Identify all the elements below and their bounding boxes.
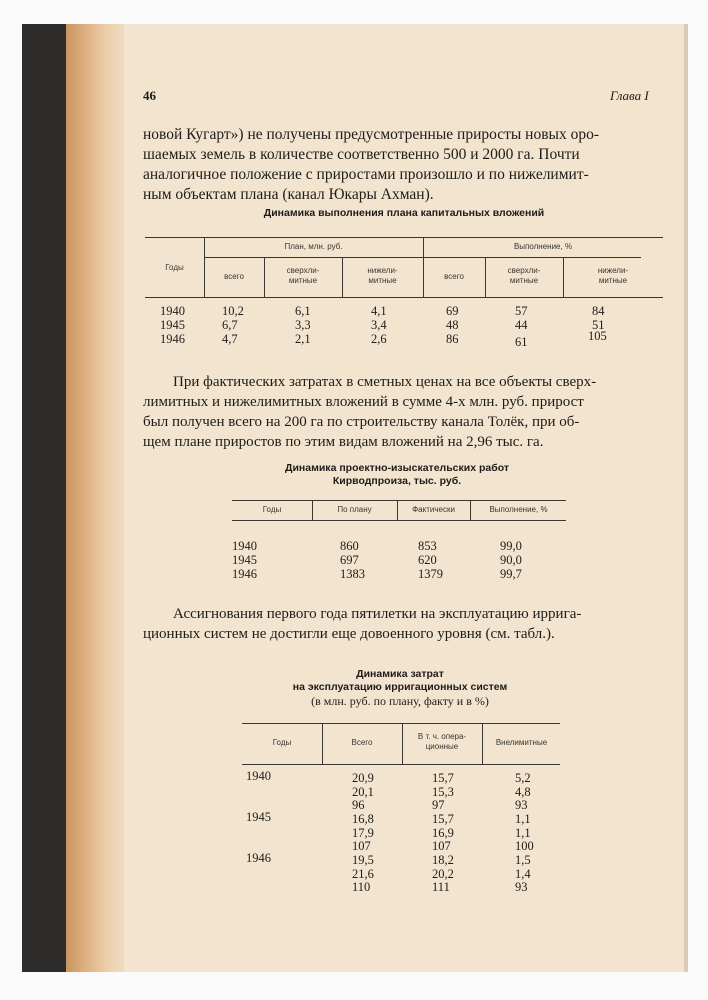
table-cell: 61 — [515, 335, 528, 349]
paragraph-line: При фактических затратах в сметных ценах на все объекты сверх- — [173, 374, 597, 390]
table1-sub-below: нижели- митные — [597, 266, 629, 285]
table-cell: 69 — [446, 304, 459, 318]
table-cell: 18,2 — [432, 853, 454, 867]
table3-header-oper: В т. ч. опера- ционные — [417, 732, 467, 751]
table-cell: 1946 — [246, 851, 271, 865]
table-cell: 48 — [446, 318, 459, 332]
table-cell: 3,4 — [371, 318, 387, 332]
table-cell: 697 — [340, 553, 359, 567]
table-cell: 20,1 — [352, 785, 374, 799]
paragraph-line: новой Кугарт») не получены предусмотренные приросты новых оро- — [143, 126, 600, 143]
table-cell: 1,1 — [515, 826, 531, 840]
table-cell: 10,2 — [222, 304, 244, 318]
table-cell: 96 — [352, 798, 365, 812]
table-cell: 1945 — [232, 553, 257, 567]
table-cell: 6,1 — [295, 304, 311, 318]
table1-header-plan: План, млн. руб. — [284, 242, 343, 251]
table3-header-total: Всего — [351, 738, 373, 747]
table-cell: 100 — [515, 839, 534, 853]
table-cell: 1,4 — [515, 867, 531, 881]
table-cell: 93 — [515, 880, 528, 894]
table-cell: 107 — [352, 839, 371, 853]
table-cell: 6,7 — [222, 318, 238, 332]
table-cell: 2,6 — [371, 332, 387, 346]
table-cell: 84 — [592, 304, 605, 318]
table-cell: 93 — [515, 798, 528, 812]
table-cell: 99,0 — [500, 539, 522, 553]
table-cell: 111 — [432, 880, 450, 894]
table3-header-rule — [242, 764, 560, 765]
table-cell: 1,5 — [515, 853, 531, 867]
table-cell: 1945 — [246, 810, 271, 824]
table-cell: 1940 — [232, 539, 257, 553]
table-cell: 86 — [446, 332, 459, 346]
table-cell: 4,1 — [371, 304, 387, 318]
table-cell: 853 — [418, 539, 437, 553]
paragraph-line: ным объектам плана (канал Юкары Ахман). — [143, 186, 434, 203]
table-cell: 1945 — [160, 318, 185, 332]
table3-header-extra: Внелимитные — [495, 738, 548, 747]
table-cell: 97 — [432, 798, 445, 812]
table-cell: 1940 — [160, 304, 185, 318]
table2-header-rule — [232, 520, 566, 521]
table1-header-rule — [145, 297, 663, 298]
table1-header-exec: Выполнение, % — [513, 242, 573, 251]
table3-top-rule — [242, 723, 560, 724]
table-cell: 15,3 — [432, 785, 454, 799]
table2-header-exec: Выполнение, % — [489, 505, 548, 514]
paragraph-line: был получен всего на 200 га по строительству канала Толёк, при об- — [143, 414, 580, 430]
table-cell: 620 — [418, 553, 437, 567]
table-cell: 16,9 — [432, 826, 454, 840]
table3-caption: Динамика затрат на эксплуатацию ирригационных систем — [292, 668, 508, 693]
table-cell: 44 — [515, 318, 528, 332]
table1-header-years: Годы — [165, 263, 184, 272]
table-cell: 51 — [592, 318, 605, 332]
table3-subcaption: (в млн. руб. по плану, факту и в %) — [311, 694, 489, 708]
paragraph-3 — [143, 604, 665, 644]
table1-sub-above: сверхли- митные — [507, 266, 541, 285]
paragraph-line: ционных систем не достигли еще довоенного уровня (см. табл.). — [143, 626, 555, 642]
paragraph-line: щем плане приростов по этим видам вложений на 2,96 тыс. га. — [143, 434, 544, 450]
table-cell: 15,7 — [432, 812, 454, 826]
table2-caption: Динамика проектно-изыскательских работ Кирводпроиза, тыс. руб. — [284, 462, 510, 487]
table-cell: 5,2 — [515, 771, 531, 785]
table1-sub-above: сверхли- митные — [286, 266, 320, 285]
table2-header-years: Годы — [262, 505, 282, 514]
table-cell: 1940 — [246, 769, 271, 783]
paragraph-line: аналогичное положение с приростами произошло и по нижелимит- — [143, 166, 589, 183]
paragraph-line: Ассигнования первого года пятилетки на эксплуатацию ирригa- — [173, 606, 582, 622]
table1-sub-total: всего — [444, 272, 464, 281]
table-cell: 1,1 — [515, 812, 531, 826]
table-cell: 3,3 — [295, 318, 311, 332]
book-page-edges — [66, 24, 124, 972]
table-cell: 20,9 — [352, 771, 374, 785]
table-cell: 4,8 — [515, 785, 531, 799]
table-cell: 1379 — [418, 567, 443, 581]
chapter-header: Глава I — [610, 88, 649, 103]
table3-header-years: Годы — [272, 738, 292, 747]
table2-header-plan: По плану — [337, 505, 372, 514]
table-cell: 105 — [588, 329, 607, 343]
table-cell: 20,2 — [432, 867, 454, 881]
paragraph-1 — [143, 125, 665, 205]
table-cell: 2,1 — [295, 332, 311, 346]
table-cell: 16,8 — [352, 812, 374, 826]
table1-sub-total: всего — [224, 272, 244, 281]
page-number: 46 — [143, 88, 156, 103]
table1-caption: Динамика выполнения плана капитальных вложений — [263, 207, 545, 219]
table-cell: 1946 — [232, 567, 257, 581]
paragraph-2 — [143, 372, 665, 452]
table-cell: 17,9 — [352, 826, 374, 840]
table1-top-rule — [145, 237, 663, 238]
table-cell: 4,7 — [222, 332, 238, 346]
table-cell: 90,0 — [500, 553, 522, 567]
table-cell: 860 — [340, 539, 359, 553]
scanner-dark-edge — [22, 24, 66, 972]
table-cell: 15,7 — [432, 771, 454, 785]
paragraph-line: шаемых земель в количестве соответственно 500 и 2000 га. Почти — [143, 146, 580, 163]
table-cell: 99,7 — [500, 567, 522, 581]
table-cell: 1946 — [160, 332, 185, 346]
table-cell: 19,5 — [352, 853, 374, 867]
paragraph-line: лимитных и нижелимитных вложений в сумме 4-х млн. руб. прирост — [143, 394, 584, 410]
table2-header-fact: Фактически — [412, 505, 455, 514]
table2-top-rule — [232, 500, 566, 501]
table-cell: 110 — [352, 880, 371, 894]
table-cell: 57 — [515, 304, 528, 318]
table-cell: 1383 — [340, 567, 365, 581]
page-right-shadow — [684, 24, 688, 972]
table-cell: 21,6 — [352, 867, 374, 881]
table1-sub-below: нижели- митные — [367, 266, 398, 285]
table-cell: 107 — [432, 839, 451, 853]
